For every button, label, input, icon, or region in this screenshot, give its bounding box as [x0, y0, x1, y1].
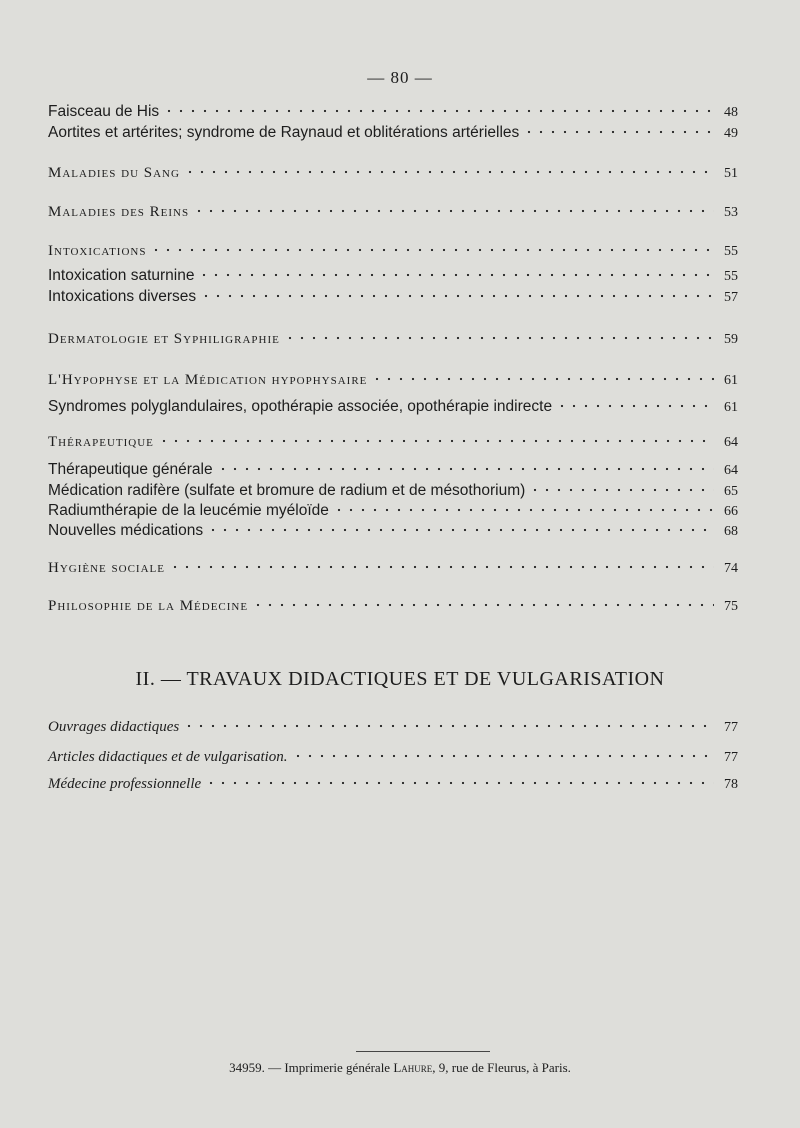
dot-leader	[205, 781, 714, 785]
dot-leader	[184, 170, 714, 174]
toc-entry-label: Faisceau de His	[48, 103, 160, 120]
dot-leader	[183, 724, 714, 728]
printer-imprint	[0, 1060, 800, 1076]
toc-entry-page: 64	[724, 463, 738, 478]
toc-entry-page: 77	[724, 750, 738, 765]
dot-leader	[217, 467, 714, 471]
toc-entry	[48, 243, 738, 263]
toc-entry	[48, 398, 738, 418]
dot-leader	[292, 754, 714, 758]
toc-entry-page: 78	[724, 777, 738, 792]
toc-entry-label: Articles didactiques et de vulgarisation.	[48, 749, 288, 765]
toc-entry	[48, 103, 738, 123]
toc-entry-label: Intoxications diverses	[48, 288, 197, 305]
toc-entry-label: Maladies des Reins	[48, 204, 190, 220]
imprint-text: — Imprimerie générale	[268, 1060, 391, 1075]
imprint-number: 34959.	[229, 1060, 265, 1075]
toc-entry-label: Médecine professionnelle	[48, 776, 202, 792]
dot-leader	[163, 109, 714, 113]
toc-entry-page: 55	[724, 244, 738, 259]
toc-entry-label: Thérapeutique	[48, 434, 154, 450]
toc-entry	[48, 560, 738, 580]
toc-entry-page: 49	[724, 126, 738, 141]
dot-leader	[371, 377, 714, 381]
toc-entry-page: 77	[724, 720, 738, 735]
toc-entry	[48, 288, 738, 308]
toc-entry-label: Syndromes polyglandulaires, opothérapie associée, opothérapie indirecte	[48, 398, 553, 415]
toc-entry	[48, 776, 738, 796]
dot-leader	[333, 508, 714, 512]
toc-entry	[48, 482, 738, 502]
toc-entry	[48, 749, 738, 769]
toc-entry	[48, 502, 738, 522]
toc-entry-page: 74	[724, 561, 738, 576]
toc-entry	[48, 598, 738, 618]
toc-entry-page: 53	[724, 205, 738, 220]
dot-leader	[169, 565, 714, 569]
toc-entry-page: 65	[724, 484, 738, 499]
toc-entry-page: 75	[724, 599, 738, 614]
dot-leader	[529, 488, 714, 492]
toc-entry	[48, 522, 738, 542]
toc-entry-label: Intoxication saturnine	[48, 267, 195, 284]
dot-leader	[158, 439, 714, 443]
dot-leader	[193, 209, 714, 213]
toc-entry-label: Intoxications	[48, 243, 147, 259]
toc-entry-page: 61	[724, 373, 738, 388]
divider-rule	[356, 1051, 490, 1052]
toc-entry-page: 59	[724, 332, 738, 347]
toc-entry-page: 51	[724, 166, 738, 181]
toc-entry-page: 48	[724, 105, 738, 120]
toc-entry	[48, 372, 738, 392]
toc-entry-label: Ouvrages didactiques	[48, 719, 180, 735]
toc-entry-label: Nouvelles médications	[48, 522, 204, 539]
toc-entry-label: Radiumthérapie de la leucémie myéloïde	[48, 502, 329, 519]
page-number: — 80 —	[367, 68, 433, 87]
imprint-address: , 9, rue de Fleurus, à Paris.	[432, 1060, 571, 1075]
toc-entry-label: Médication radifère (sulfate et bromure de radium et de mésothorium)	[48, 482, 526, 499]
toc-entry	[48, 434, 738, 454]
toc-entry	[48, 124, 738, 144]
toc-entry	[48, 461, 738, 481]
dot-leader	[284, 336, 714, 340]
toc-entry-page: 55	[724, 269, 738, 284]
toc-entry-label: Hygiène sociale	[48, 560, 165, 576]
toc-entry-page: 68	[724, 524, 738, 539]
toc-entry	[48, 267, 738, 287]
toc-entry-label: Dermatologie et Syphiligraphie	[48, 331, 280, 347]
toc-entry	[48, 204, 738, 224]
toc-entry-page: 57	[724, 290, 738, 305]
toc-entry-page: 64	[724, 435, 738, 450]
section-heading: II. — TRAVAUX DIDACTIQUES ET DE VULGARISATION	[135, 668, 665, 690]
toc-entry-label: Thérapeutique générale	[48, 461, 213, 478]
toc-entry	[48, 165, 738, 185]
dot-leader	[207, 528, 714, 532]
dot-leader	[198, 273, 714, 277]
dot-leader	[556, 404, 714, 408]
toc-entry	[48, 719, 738, 739]
dot-leader	[252, 603, 714, 607]
toc-entry-page: 61	[724, 400, 738, 415]
imprint-printer-name: Lahure	[393, 1060, 433, 1075]
toc-entry-label: Philosophie de la Médecine	[48, 598, 249, 614]
toc-entry	[48, 331, 738, 351]
dot-leader	[200, 294, 714, 298]
dot-leader	[523, 130, 714, 134]
toc-entry-label: L'Hypophyse et la Médication hypophysaire	[48, 372, 368, 388]
toc-entry-page: 66	[724, 504, 738, 519]
toc-entry-label: Maladies du Sang	[48, 165, 180, 181]
dot-leader	[150, 248, 714, 252]
toc-entry-label: Aortites et artérites; syndrome de Raynaud et oblitérations artérielles	[48, 124, 520, 141]
